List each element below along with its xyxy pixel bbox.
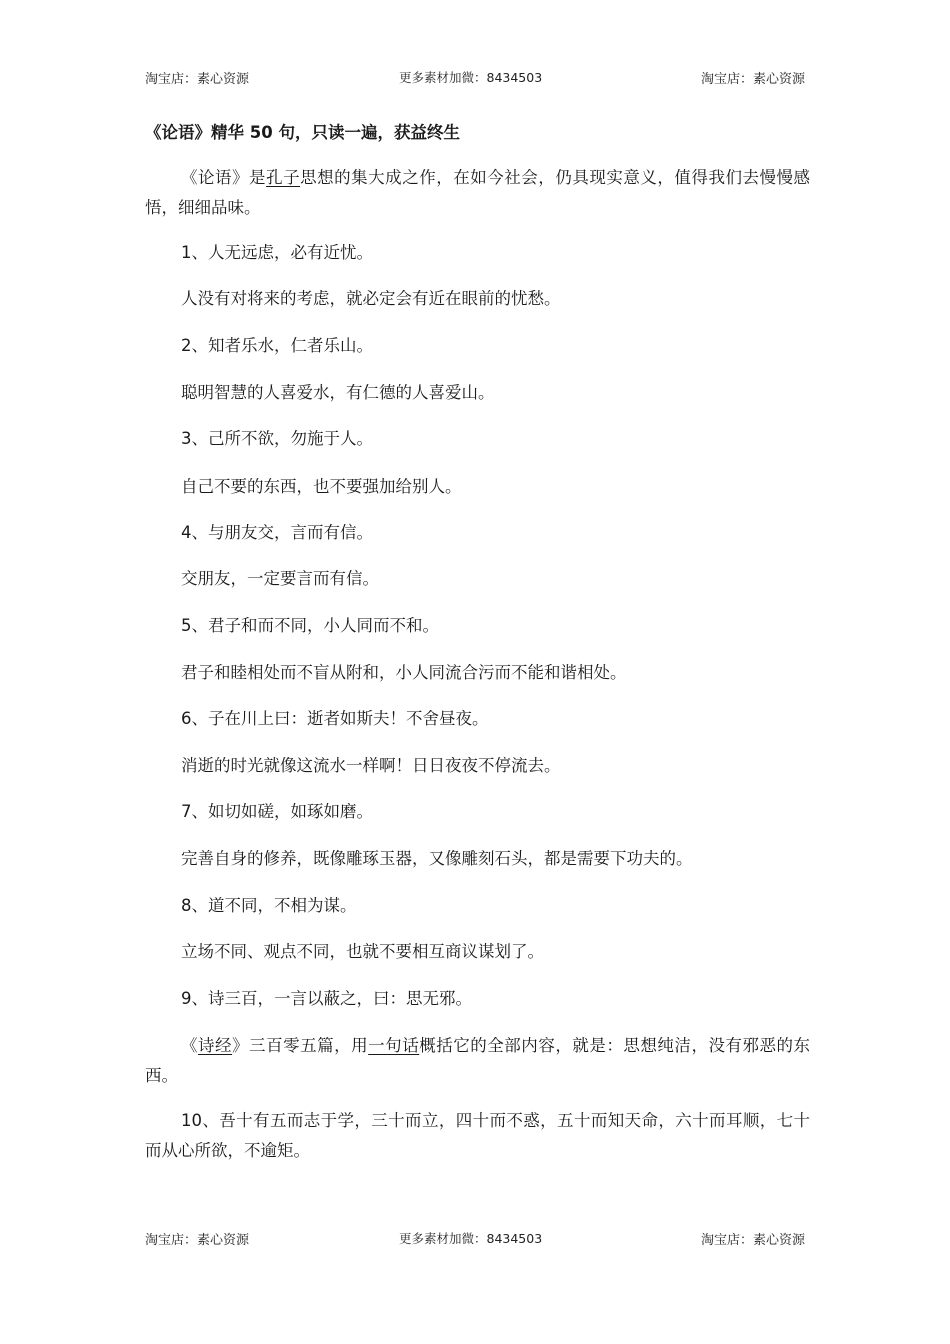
explain-9-pre: 《 <box>181 1036 199 1055</box>
explain-1: 人没有对将来的考虑，就必定会有近在眼前的忧愁。 <box>181 289 561 308</box>
footer-right-text: 淘宝店：素心资源 <box>700 1233 805 1248</box>
article-title: 《论语》精华 50 句，只读一遍，获益终生 <box>145 123 460 142</box>
explain-6: 消逝的时光就像这流水一样啊！日日夜夜不停流去。 <box>181 756 561 775</box>
explain-7: 完善自身的修养，既像雕琢玉器，又像雕刻石头，都是需要下功夫的。 <box>181 849 693 868</box>
header-middle-text: 更多素材加微：8434503 <box>399 70 543 85</box>
header-right-text: 淘宝店：素心资源 <box>700 72 805 87</box>
explain-9 <box>145 1031 810 1091</box>
footer-left-text: 淘宝店：素心资源 <box>145 1233 250 1248</box>
quote-9: 9、诗三百，一言以蔽之，曰：思无邪。 <box>181 989 472 1008</box>
quote-6: 6、子在川上曰：逝者如斯夫！不舍昼夜。 <box>181 709 489 728</box>
explain-9-post: 概括它的全部内容，就是：思想纯洁，没有邪恶的东西。 <box>145 1036 811 1085</box>
explain-5: 君子和睦相处而不盲从附和，小人同流合污而不能和谐相处。 <box>181 663 627 682</box>
explain-9-mid: 》三百零五篇，用 <box>232 1036 369 1055</box>
one-sentence-link[interactable]: 一句话 <box>368 1036 420 1055</box>
intro-text-pre: 《论语》是 <box>181 168 267 187</box>
explain-2: 聪明智慧的人喜爱水，有仁德的人喜爱山。 <box>181 383 495 402</box>
page-header <box>0 68 950 88</box>
confucius-link[interactable]: 孔子 <box>266 168 301 187</box>
shijing-link[interactable]: 诗经 <box>198 1036 233 1055</box>
quote-3: 3、己所不欲，勿施于人。 <box>181 429 373 448</box>
quote-10: 10、吾十有五而志于学，三十而立，四十而不惑，五十而知天命，六十而耳顺，七十而从心所欲，不逾矩。 <box>145 1111 810 1160</box>
explain-3: 自己不要的东西，也不要强加给别人。 <box>181 477 462 496</box>
quote-2: 2、知者乐水，仁者乐山。 <box>181 336 373 355</box>
quote-4: 4、与朋友交，言而有信。 <box>181 523 373 542</box>
quote-8: 8、道不同，不相为谋。 <box>181 896 357 915</box>
intro-paragraph <box>145 163 810 223</box>
footer-middle-text: 更多素材加微：8434503 <box>399 1231 543 1246</box>
explain-8: 立场不同、观点不同，也就不要相互商议谋划了。 <box>181 942 544 961</box>
quote-7: 7、如切如磋，如琢如磨。 <box>181 802 373 821</box>
quote-5: 5、君子和而不同，小人同而不和。 <box>181 616 439 635</box>
quote-1: 1、人无远虑，必有近忧。 <box>181 243 373 262</box>
page-footer <box>0 1229 950 1249</box>
intro-text-post: 思想的集大成之作，在如今社会，仍具现实意义，值得我们去慢慢感悟，细细品味。 <box>145 168 811 217</box>
header-left-text: 淘宝店：素心资源 <box>145 72 250 87</box>
explain-4: 交朋友，一定要言而有信。 <box>181 569 379 588</box>
